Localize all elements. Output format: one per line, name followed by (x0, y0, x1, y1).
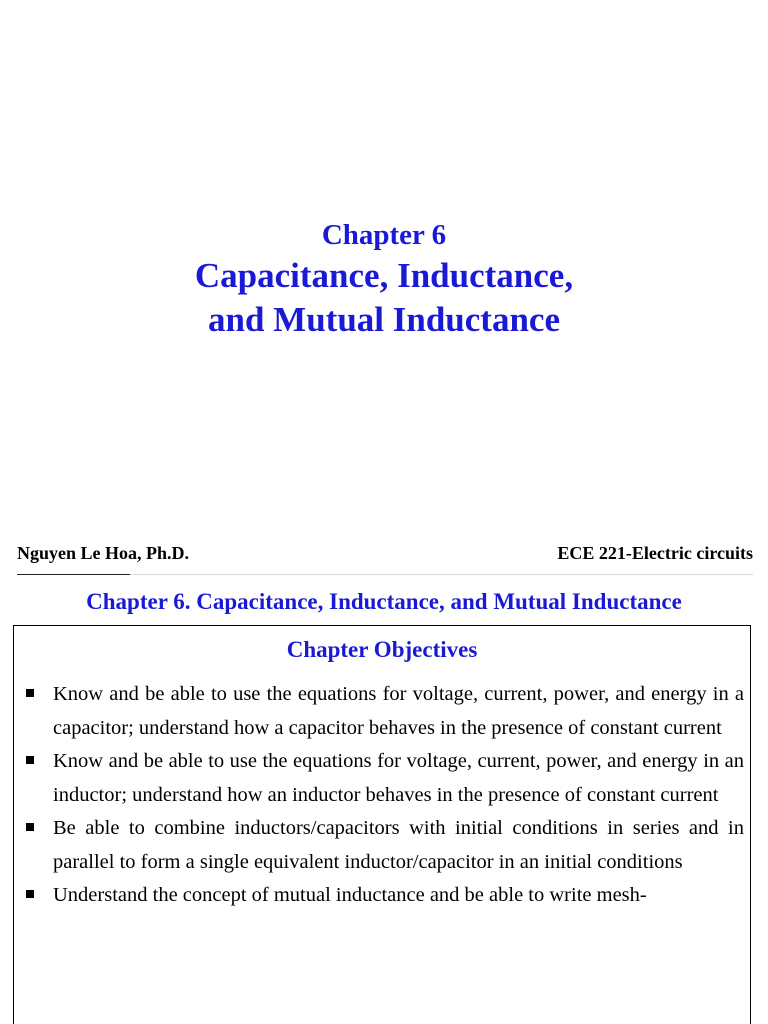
square-bullet-icon (26, 756, 34, 764)
footer-author: Nguyen Le Hoa, Ph.D. (17, 543, 190, 563)
objective-text: Understand the concept of mutual inductance and be able to write mesh- (53, 884, 647, 906)
objective-text: Know and be able to use the equations for voltage, current, power, and energy in a capacitor; understand how a capacitor behaves in the presence of constant current (53, 683, 744, 739)
square-bullet-icon (26, 823, 34, 831)
footer-divider (17, 574, 130, 575)
chapter-number: Chapter 6 (321, 219, 447, 251)
list-item (14, 745, 750, 812)
list-item (14, 812, 750, 879)
slide-title-block (0, 216, 768, 342)
list-item (14, 879, 750, 913)
square-bullet-icon (26, 890, 34, 898)
chapter-title-line-1: Capacitance, Inductance, (194, 256, 574, 295)
objective-text: Be able to combine inductors/capacitors with initial conditions in series and in parallel to form a single equivalent inductor/capacitor in an initial conditions (53, 817, 744, 873)
objectives-box (13, 625, 751, 1024)
list-item (14, 678, 750, 745)
footer-course: ECE 221-Electric circuits (557, 543, 753, 563)
square-bullet-icon (26, 689, 34, 697)
slide-2-title: Chapter 6. Capacitance, Inductance, and Mutual Inductance (86, 589, 682, 614)
chapter-title-line-2: and Mutual Inductance (207, 300, 561, 339)
objective-text: Know and be able to use the equations for voltage, current, power, and energy in an inductor; understand how an inductor behaves in the presence of constant current (53, 750, 744, 806)
footer-divider-light (130, 574, 753, 575)
objectives-list (14, 678, 750, 913)
objectives-heading: Chapter Objectives (286, 637, 478, 662)
